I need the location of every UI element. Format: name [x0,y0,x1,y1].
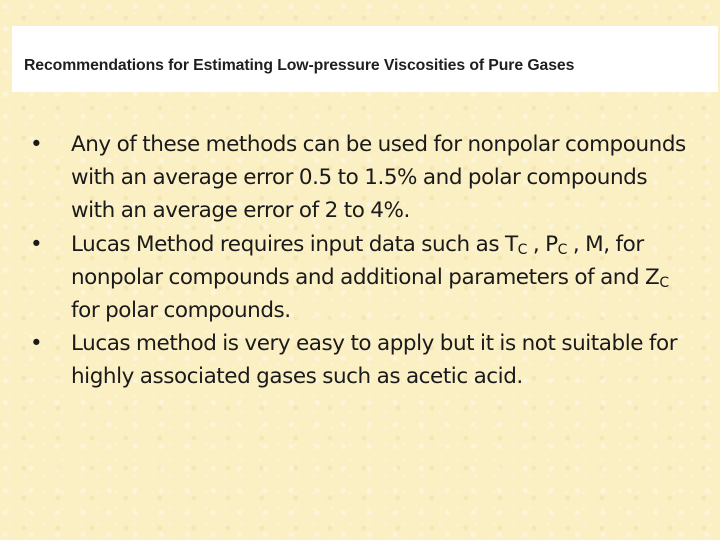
bullet-item [30,228,690,328]
subscript: C [517,241,527,258]
subscript: C [557,241,567,258]
subscript: C [659,274,669,291]
bullet-list [30,128,690,394]
bullet-item [30,128,690,228]
bullet-marker: • [30,331,43,357]
bullet-item [30,327,690,393]
bullet-marker: • [30,132,43,157]
bullet-text-part: , M, for nonpolar compounds and additional parameters of and Z [71,231,660,290]
bullet-text: Lucas method is very easy to apply but it is not suitable for highly associated gases such as acetic acid. [71,331,678,390]
bullet-marker: • [30,231,43,257]
bullet-text-part: for polar compounds. [71,298,291,324]
slide-title: Recommendations for Estimating Low-pressure Viscosities of Pure Gases [24,57,575,74]
bullet-text: Any of these methods can be used for nonpolar compounds with an average error 0.5 to 1.5% and polar compounds with an average error of 2 to 4%. [71,132,686,224]
bullet-text-part: Lucas Method requires input data such as T [71,231,518,257]
bullet-text-part: , P [526,231,558,257]
